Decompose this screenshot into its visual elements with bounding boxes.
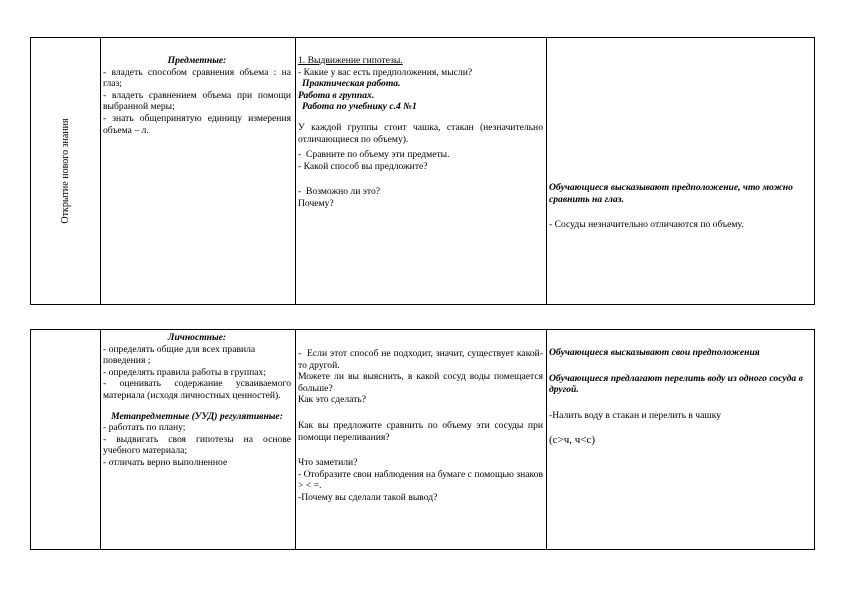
student-activity-cell [549, 347, 811, 447]
teacher-activity-cell [298, 348, 543, 504]
list-item: - работать по плану; [103, 422, 186, 434]
paragraph: У каждой группы стоит чашка, стакан (незначительно отличающиеся по объему). [298, 121, 543, 145]
column-divider [100, 330, 101, 549]
question: Почему? [298, 197, 334, 209]
paragraph: - Отобразите свои наблюдения на бумаге с помощью знаков > < =. [298, 468, 543, 492]
student-activity-cell [549, 182, 811, 231]
list-item: - владеть сравнением объема при помощи выбранной меры; [103, 89, 291, 113]
work-label: Работа в группах. [298, 89, 375, 101]
stage-label: Открытие нового знания [59, 118, 71, 224]
list-item: - оценивать содержание усваиваемого материала (исходя личностных ценностей). [103, 378, 291, 401]
student-response: -Налить воду в стакан и перелить в чашку [549, 409, 722, 421]
question: -Почему вы сделали такой вывод? [298, 491, 438, 503]
student-response: Обучающиеся высказывают предположение, что можно сравнить на глаз. [549, 182, 793, 205]
comparison-signs: (с>ч, ч<с) [549, 434, 596, 447]
bullet-item: - Возможно ли это? [298, 186, 380, 198]
question: Что заметили? [298, 457, 358, 469]
personal-results-heading: Личностные: [167, 332, 227, 343]
student-response: Обучающиеся предлагают перелить воду из одного сосуда в другой. [549, 372, 803, 396]
lesson-table-1 [30, 37, 815, 305]
lesson-table-2 [30, 329, 815, 550]
list-item: - знать общепринятую единицу измерения объема – л. [103, 112, 291, 136]
student-response: - Сосуды незначительно отличаются по объему. [549, 219, 744, 231]
section-title: 1. Выдвижение гипотезы. [298, 55, 403, 66]
paragraph: - Если этот способ не подходит, значит, существует какой-то другой. [298, 348, 543, 371]
work-label: Работа по учебнику с.4 №1 [302, 101, 417, 113]
subject-results-cell [103, 55, 291, 136]
question: Как это сделать? [298, 394, 366, 406]
column-divider [546, 330, 547, 549]
column-divider [100, 38, 101, 304]
teacher-activity-cell [298, 55, 543, 210]
bullet-item: - Сравните по объему эти предметы. [298, 149, 450, 161]
list-item: - определять правила работы в группах; [103, 366, 267, 378]
column-divider [546, 38, 547, 304]
question: - Какие у вас есть предположения, мысли? [298, 66, 473, 78]
results-cell [103, 332, 291, 548]
paragraph: Как вы предложите сравнить по объему эти сосуды при помощи переливания? [298, 419, 543, 443]
column-divider [295, 330, 296, 549]
list-item: - определять общие для всех правила поведения ; [103, 343, 256, 367]
list-item: - владеть способом сравнения объема : на глаз; [103, 66, 291, 90]
stage-cell [31, 38, 100, 304]
column-divider [295, 38, 296, 304]
list-item: - выдвигать своя гипотезы на основе учебного материала; [103, 433, 291, 457]
paragraph: Можете ли вы выяснить, в какой сосуд воды помещается больше? [298, 371, 543, 394]
list-item: - отличать верно выполненное [103, 456, 228, 468]
student-response: Обучающиеся высказывают свои предположения [549, 347, 760, 358]
metasubject-results-heading: Метапредметные (УУД) регулятивные: [111, 410, 283, 422]
work-label: Практическая работа. [302, 78, 401, 90]
subject-results-heading: Предметные: [167, 55, 227, 66]
question: - Какой способ вы предложите? [298, 160, 428, 172]
